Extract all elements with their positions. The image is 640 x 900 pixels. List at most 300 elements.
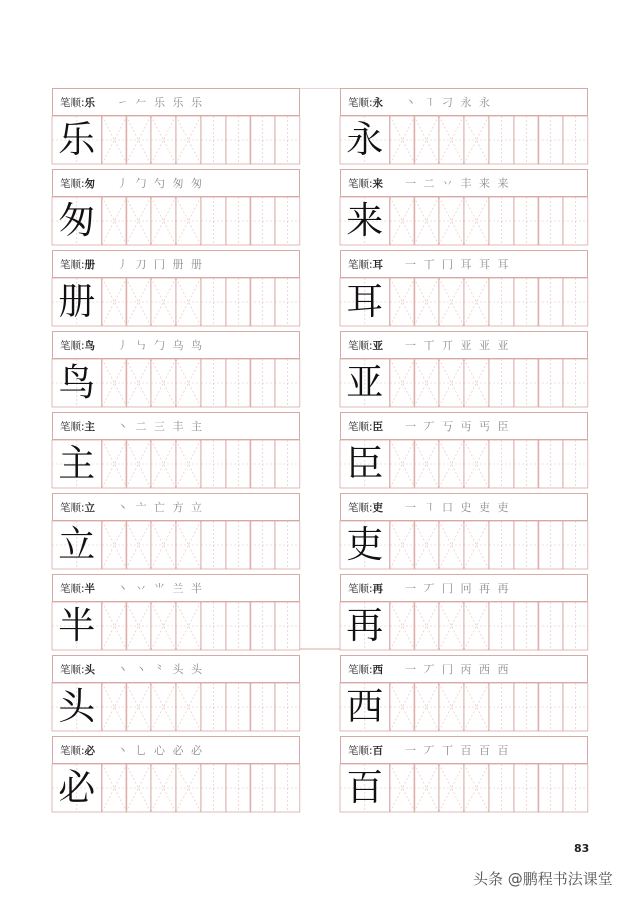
stroke-label-char: 西 <box>372 664 384 676</box>
stroke-prefix: 笔顺: <box>348 259 373 271</box>
stroke-steps: 一 丆 冂 冋 再 再 <box>405 582 511 595</box>
stroke-order-row <box>340 412 588 440</box>
field-grid-cell[interactable] <box>201 116 226 164</box>
field-grid-cell[interactable] <box>538 602 563 650</box>
field-grid-cell[interactable] <box>514 764 539 812</box>
model-character: 来 <box>346 199 384 242</box>
model-character-cell <box>52 197 102 245</box>
stroke-order-label <box>60 338 95 353</box>
model-character: 再 <box>346 604 384 647</box>
model-character-cell <box>340 278 390 326</box>
field-grid-cell[interactable] <box>538 440 563 488</box>
practice-grid <box>340 683 588 731</box>
rice-grid-cell[interactable] <box>151 116 176 164</box>
rice-grid-cell[interactable] <box>176 602 201 650</box>
stroke-label-char: 百 <box>372 745 384 757</box>
model-character: 头 <box>58 685 96 728</box>
model-character-cell <box>340 116 390 164</box>
field-grid-cell[interactable] <box>538 521 563 569</box>
rice-grid-cell[interactable] <box>102 602 127 650</box>
rice-grid-cell[interactable] <box>414 764 439 812</box>
field-grid-cell[interactable] <box>489 359 514 407</box>
stroke-order-label <box>348 662 383 677</box>
practice-grid <box>340 440 588 488</box>
stroke-prefix: 笔顺: <box>348 421 373 433</box>
stroke-steps: 丿 刀 冂 册 册 <box>117 258 204 271</box>
rice-grid-cell[interactable] <box>390 116 415 164</box>
rice-grid-cell[interactable] <box>390 278 415 326</box>
stroke-order-label <box>348 419 383 434</box>
field-grid-cell[interactable] <box>201 440 226 488</box>
stroke-order-row <box>52 169 300 197</box>
rice-grid-cell[interactable] <box>464 602 489 650</box>
rice-grid-cell[interactable] <box>151 764 176 812</box>
model-character-cell <box>52 521 102 569</box>
practice-grid <box>52 683 300 731</box>
stroke-prefix: 笔顺: <box>348 178 373 190</box>
field-grid-cell[interactable] <box>201 521 226 569</box>
rice-grid-cell[interactable] <box>102 116 127 164</box>
stroke-order-row <box>52 250 300 278</box>
practice-block-right <box>340 412 588 493</box>
practice-block-right <box>340 655 588 736</box>
rice-grid-cell[interactable] <box>439 440 464 488</box>
rice-grid-cell[interactable] <box>102 764 127 812</box>
model-character-cell <box>52 683 102 731</box>
model-character: 乐 <box>58 118 96 161</box>
rice-grid-cell[interactable] <box>464 359 489 407</box>
stroke-order-label <box>348 176 383 191</box>
stroke-steps: 丶 丷 ⺌ 兰 半 <box>117 582 204 595</box>
stroke-steps: 丶 亠 亡 方 立 <box>117 501 204 514</box>
rice-grid-cell[interactable] <box>176 197 201 245</box>
rice-grid-cell[interactable] <box>102 197 127 245</box>
stroke-steps: 一 丆 丅 百 百 百 <box>405 744 511 757</box>
rice-grid-cell[interactable] <box>414 359 439 407</box>
watermark: 头条 @鹏程书法课堂 <box>473 870 613 888</box>
rice-grid-cell[interactable] <box>151 521 176 569</box>
field-grid-cell[interactable] <box>275 440 300 488</box>
field-grid-cell[interactable] <box>489 278 514 326</box>
rice-grid-cell[interactable] <box>151 440 176 488</box>
field-grid-cell[interactable] <box>514 683 539 731</box>
rice-grid-cell[interactable] <box>126 197 151 245</box>
rice-grid-cell[interactable] <box>414 602 439 650</box>
model-character-cell <box>52 764 102 812</box>
stroke-order-label <box>348 581 383 596</box>
stroke-prefix: 笔顺: <box>60 745 85 757</box>
practice-block-right <box>340 331 588 412</box>
rice-grid-cell[interactable] <box>439 602 464 650</box>
rice-grid-cell[interactable] <box>102 683 127 731</box>
stroke-label-char: 主 <box>84 421 96 433</box>
rice-grid-cell[interactable] <box>390 602 415 650</box>
field-grid-cell[interactable] <box>250 116 275 164</box>
practice-block-right <box>340 169 588 250</box>
model-character-cell <box>52 278 102 326</box>
practice-grid <box>52 521 300 569</box>
rice-grid-cell[interactable] <box>439 359 464 407</box>
rice-grid-cell[interactable] <box>102 440 127 488</box>
model-character: 西 <box>346 685 384 728</box>
stroke-label-char: 必 <box>84 745 96 757</box>
practice-grid <box>340 602 588 650</box>
field-grid-cell[interactable] <box>275 359 300 407</box>
rice-grid-cell[interactable] <box>414 197 439 245</box>
rice-grid-cell[interactable] <box>464 116 489 164</box>
stroke-prefix: 笔顺: <box>60 259 85 271</box>
practice-grid <box>340 359 588 407</box>
rice-grid-cell[interactable] <box>102 521 127 569</box>
stroke-order-row <box>340 493 588 521</box>
field-grid-cell[interactable] <box>514 359 539 407</box>
model-character-cell <box>340 764 390 812</box>
rice-grid-cell[interactable] <box>126 359 151 407</box>
field-grid-cell[interactable] <box>489 764 514 812</box>
rice-grid-cell[interactable] <box>102 359 127 407</box>
field-grid-cell[interactable] <box>538 278 563 326</box>
field-grid-cell[interactable] <box>275 521 300 569</box>
rice-grid-cell[interactable] <box>176 764 201 812</box>
field-grid-cell[interactable] <box>275 197 300 245</box>
field-grid-cell[interactable] <box>250 683 275 731</box>
field-grid-cell[interactable] <box>250 278 275 326</box>
field-grid-cell[interactable] <box>226 359 251 407</box>
field-grid-cell[interactable] <box>514 197 539 245</box>
field-grid-cell[interactable] <box>275 278 300 326</box>
rice-grid-cell[interactable] <box>390 197 415 245</box>
stroke-order-row <box>340 88 588 116</box>
field-grid-cell[interactable] <box>275 116 300 164</box>
stroke-steps: 一 二 丷 丰 来 来 <box>405 177 511 190</box>
stroke-order-row <box>340 331 588 359</box>
stroke-prefix: 笔顺: <box>348 502 373 514</box>
stroke-prefix: 笔顺: <box>60 340 85 352</box>
field-grid-cell[interactable] <box>226 116 251 164</box>
field-grid-cell[interactable] <box>250 197 275 245</box>
stroke-label-char: 耳 <box>372 259 384 271</box>
practice-block-left <box>52 331 300 412</box>
stroke-prefix: 笔顺: <box>60 421 85 433</box>
field-grid-cell[interactable] <box>226 764 251 812</box>
stroke-label-char: 永 <box>372 97 384 109</box>
stroke-order-label <box>348 500 383 515</box>
practice-block-left <box>52 736 300 817</box>
model-character: 鸟 <box>58 361 96 404</box>
stroke-order-row <box>52 412 300 440</box>
rice-grid-cell[interactable] <box>464 278 489 326</box>
model-character: 主 <box>58 442 96 485</box>
stroke-order-label <box>60 581 95 596</box>
rice-grid-cell[interactable] <box>176 521 201 569</box>
stroke-steps: 丿 ㇉ 勹 乌 鸟 <box>117 339 204 352</box>
field-grid-cell[interactable] <box>201 197 226 245</box>
rice-grid-cell[interactable] <box>102 278 127 326</box>
practice-grid <box>52 278 300 326</box>
rice-grid-cell[interactable] <box>464 197 489 245</box>
stroke-order-label <box>348 257 383 272</box>
field-grid-cell[interactable] <box>226 197 251 245</box>
field-grid-cell[interactable] <box>489 440 514 488</box>
rice-grid-cell[interactable] <box>176 359 201 407</box>
model-character-cell <box>52 359 102 407</box>
stroke-order-row <box>340 736 588 764</box>
field-grid-cell[interactable] <box>275 764 300 812</box>
field-grid-cell[interactable] <box>489 197 514 245</box>
model-character: 臣 <box>346 442 384 485</box>
stroke-label-char: 半 <box>84 583 96 595</box>
stroke-label-char: 匆 <box>84 178 96 190</box>
rice-grid-cell[interactable] <box>151 683 176 731</box>
model-character: 半 <box>58 604 96 647</box>
stroke-order-row <box>340 250 588 278</box>
model-character-cell <box>340 521 390 569</box>
stroke-label-char: 鸟 <box>84 340 96 352</box>
model-character: 匆 <box>58 199 96 242</box>
rice-grid-cell[interactable] <box>414 440 439 488</box>
model-character: 亚 <box>346 361 384 404</box>
stroke-label-char: 吏 <box>372 502 384 514</box>
field-grid-cell[interactable] <box>201 278 226 326</box>
stroke-order-row <box>52 574 300 602</box>
field-grid-cell[interactable] <box>250 521 275 569</box>
rice-grid-cell[interactable] <box>176 440 201 488</box>
stroke-steps: 丶 二 三 丰 主 <box>117 420 204 433</box>
model-character: 耳 <box>346 280 384 323</box>
field-grid-cell[interactable] <box>226 440 251 488</box>
rice-grid-cell[interactable] <box>464 440 489 488</box>
rice-grid-cell[interactable] <box>176 116 201 164</box>
stroke-label-char: 来 <box>372 178 384 190</box>
practice-grid <box>340 764 588 812</box>
field-grid-cell[interactable] <box>514 521 539 569</box>
stroke-order-row <box>52 88 300 116</box>
field-grid-cell[interactable] <box>201 764 226 812</box>
field-grid-cell[interactable] <box>489 521 514 569</box>
rice-grid-cell[interactable] <box>414 116 439 164</box>
stroke-order-label <box>60 419 95 434</box>
stroke-order-label <box>348 95 383 110</box>
rice-grid-cell[interactable] <box>390 440 415 488</box>
field-grid-cell[interactable] <box>514 116 539 164</box>
practice-grid <box>340 116 588 164</box>
stroke-prefix: 笔顺: <box>348 745 373 757</box>
stroke-order-row <box>340 655 588 683</box>
field-grid-cell[interactable] <box>514 278 539 326</box>
field-grid-cell[interactable] <box>201 683 226 731</box>
model-character-cell <box>52 440 102 488</box>
rice-grid-cell[interactable] <box>439 116 464 164</box>
rice-grid-cell[interactable] <box>151 278 176 326</box>
practice-grid <box>52 116 300 164</box>
rice-grid-cell[interactable] <box>390 521 415 569</box>
field-grid-cell[interactable] <box>226 683 251 731</box>
page-number: 83 <box>574 842 590 855</box>
stroke-order-label <box>60 176 95 191</box>
stroke-prefix: 笔顺: <box>348 583 373 595</box>
field-grid-cell[interactable] <box>250 440 275 488</box>
model-character-cell <box>340 440 390 488</box>
practice-grid <box>52 764 300 812</box>
stroke-order-row <box>340 574 588 602</box>
rice-grid-cell[interactable] <box>126 521 151 569</box>
model-character: 吏 <box>346 523 384 566</box>
field-grid-cell[interactable] <box>563 764 588 812</box>
stroke-steps: ㇀ 𠂉 乐 乐 乐 <box>117 96 204 109</box>
stroke-steps: 丶 ㇕ 刁 永 永 <box>405 96 492 109</box>
field-grid-cell[interactable] <box>563 278 588 326</box>
field-grid-cell[interactable] <box>538 359 563 407</box>
practice-block-left <box>52 655 300 736</box>
rice-grid-cell[interactable] <box>126 440 151 488</box>
model-character-cell <box>52 116 102 164</box>
stroke-steps: 丶 乚 心 必 必 <box>117 744 204 757</box>
field-grid-cell[interactable] <box>563 116 588 164</box>
stroke-label-char: 头 <box>84 664 96 676</box>
rice-grid-cell[interactable] <box>176 278 201 326</box>
rice-grid-cell[interactable] <box>464 764 489 812</box>
rice-grid-cell[interactable] <box>126 278 151 326</box>
rice-grid-cell[interactable] <box>126 764 151 812</box>
field-grid-cell[interactable] <box>514 440 539 488</box>
model-character-cell <box>340 197 390 245</box>
field-grid-cell[interactable] <box>250 359 275 407</box>
rice-grid-cell[interactable] <box>390 683 415 731</box>
practice-block-left <box>52 250 300 331</box>
stroke-order-label <box>60 743 95 758</box>
practice-grid <box>340 521 588 569</box>
field-grid-cell[interactable] <box>563 440 588 488</box>
stroke-steps: 丿 勹 勺 匆 匆 <box>117 177 204 190</box>
practice-block-right <box>340 493 588 574</box>
practice-grid <box>52 197 300 245</box>
rice-grid-cell[interactable] <box>126 116 151 164</box>
stroke-label-char: 立 <box>84 502 96 514</box>
rice-grid-cell[interactable] <box>439 764 464 812</box>
stroke-order-label <box>60 500 95 515</box>
practice-block-right <box>340 88 588 169</box>
field-grid-cell[interactable] <box>250 764 275 812</box>
field-grid-cell[interactable] <box>226 602 251 650</box>
rice-grid-cell[interactable] <box>414 521 439 569</box>
practice-block-right <box>340 736 588 817</box>
model-character: 百 <box>346 766 384 809</box>
field-grid-cell[interactable] <box>563 359 588 407</box>
stroke-prefix: 笔顺: <box>60 97 85 109</box>
stroke-order-row <box>52 736 300 764</box>
practice-grid <box>340 278 588 326</box>
field-grid-cell[interactable] <box>514 602 539 650</box>
practice-block-right <box>340 574 588 655</box>
rice-grid-cell[interactable] <box>151 602 176 650</box>
field-grid-cell[interactable] <box>563 602 588 650</box>
field-grid-cell[interactable] <box>201 359 226 407</box>
stroke-label-char: 臣 <box>372 421 384 433</box>
model-character: 永 <box>346 118 384 161</box>
practice-grid <box>52 602 300 650</box>
rice-grid-cell[interactable] <box>464 683 489 731</box>
rice-grid-cell[interactable] <box>126 602 151 650</box>
field-grid-cell[interactable] <box>538 683 563 731</box>
rice-grid-cell[interactable] <box>439 521 464 569</box>
field-grid-cell[interactable] <box>489 116 514 164</box>
practice-block-left <box>52 412 300 493</box>
field-grid-cell[interactable] <box>538 116 563 164</box>
rice-grid-cell[interactable] <box>151 359 176 407</box>
stroke-prefix: 笔顺: <box>348 664 373 676</box>
rice-grid-cell[interactable] <box>151 197 176 245</box>
model-character: 立 <box>58 523 96 566</box>
rice-grid-cell[interactable] <box>176 683 201 731</box>
stroke-prefix: 笔顺: <box>348 97 373 109</box>
model-character: 册 <box>58 280 96 323</box>
field-grid-cell[interactable] <box>489 683 514 731</box>
stroke-prefix: 笔顺: <box>348 340 373 352</box>
model-character-cell <box>340 602 390 650</box>
practice-grid <box>52 440 300 488</box>
rice-grid-cell[interactable] <box>439 278 464 326</box>
rice-grid-cell[interactable] <box>439 197 464 245</box>
rice-grid-cell[interactable] <box>390 764 415 812</box>
stroke-order-row <box>52 493 300 521</box>
rice-grid-cell[interactable] <box>126 683 151 731</box>
rice-grid-cell[interactable] <box>390 359 415 407</box>
field-grid-cell[interactable] <box>226 278 251 326</box>
stroke-label-char: 再 <box>372 583 384 595</box>
rice-grid-cell[interactable] <box>414 683 439 731</box>
rice-grid-cell[interactable] <box>464 521 489 569</box>
center-divider-lines <box>300 88 340 818</box>
stroke-prefix: 笔顺: <box>60 583 85 595</box>
stroke-steps: 一 丅 冂 耳 耳 耳 <box>405 258 511 271</box>
stroke-prefix: 笔顺: <box>60 664 85 676</box>
stroke-order-label <box>60 257 95 272</box>
field-grid-cell[interactable] <box>563 521 588 569</box>
stroke-order-label <box>348 338 383 353</box>
stroke-label-char: 亚 <box>372 340 384 352</box>
field-grid-cell[interactable] <box>538 764 563 812</box>
stroke-steps: 一 ㇕ 口 史 吏 吏 <box>405 501 511 514</box>
model-character-cell <box>340 359 390 407</box>
field-grid-cell[interactable] <box>226 521 251 569</box>
rice-grid-cell[interactable] <box>439 683 464 731</box>
stroke-steps: 丶 丶 ⺀ 头 头 <box>117 663 204 676</box>
stroke-steps: 一 丆 冂 丙 西 西 <box>405 663 511 676</box>
practice-block-left <box>52 493 300 574</box>
practice-block-left <box>52 574 300 655</box>
stroke-label-char: 册 <box>84 259 96 271</box>
field-grid-cell[interactable] <box>275 602 300 650</box>
field-grid-cell[interactable] <box>250 602 275 650</box>
stroke-prefix: 笔顺: <box>60 178 85 190</box>
field-grid-cell[interactable] <box>563 683 588 731</box>
field-grid-cell[interactable] <box>563 197 588 245</box>
model-character: 必 <box>58 766 96 809</box>
stroke-order-label <box>348 743 383 758</box>
rice-grid-cell[interactable] <box>414 278 439 326</box>
stroke-order-label <box>60 95 95 110</box>
stroke-order-row <box>52 655 300 683</box>
model-character-cell <box>52 602 102 650</box>
field-grid-cell[interactable] <box>275 683 300 731</box>
stroke-order-row <box>52 331 300 359</box>
field-grid-cell[interactable] <box>489 602 514 650</box>
stroke-steps: 一 丆 丂 丏 丐 臣 <box>405 420 511 433</box>
field-grid-cell[interactable] <box>201 602 226 650</box>
practice-grid <box>340 197 588 245</box>
model-character-cell <box>340 683 390 731</box>
field-grid-cell[interactable] <box>538 197 563 245</box>
